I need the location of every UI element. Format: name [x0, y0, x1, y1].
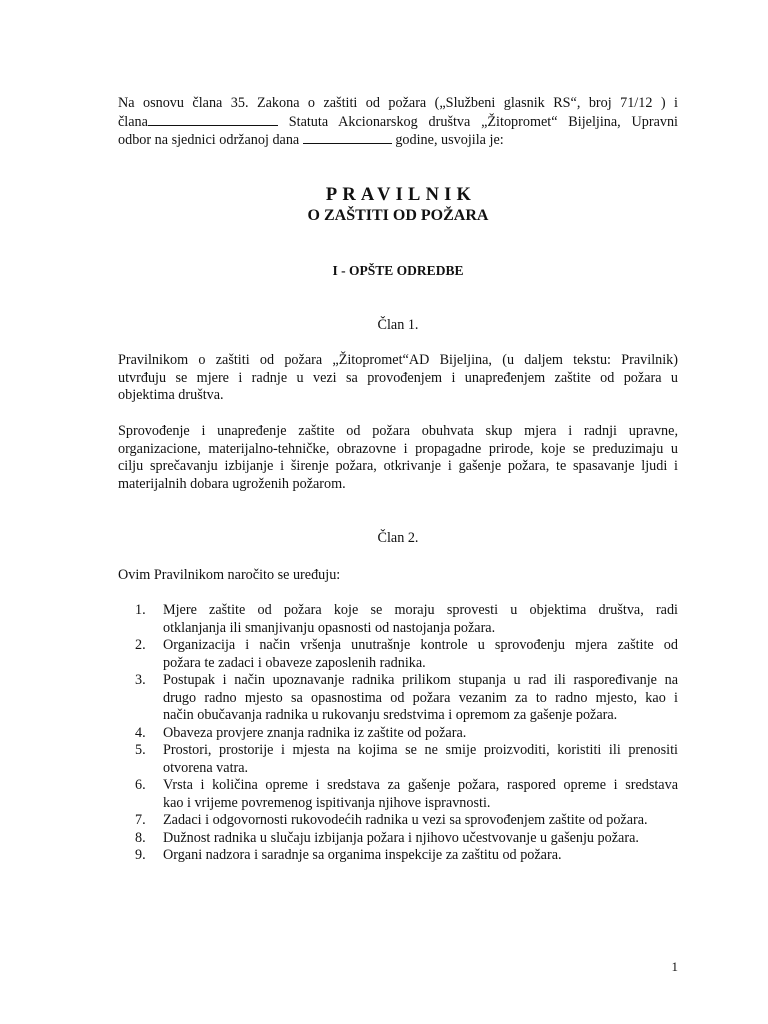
list-item — [118, 847, 678, 865]
article-1-paragraph-1 — [118, 352, 678, 405]
article-2-list — [118, 602, 678, 865]
preamble-line-1: Na osnovu člana 35. Zakona o zaštiti od požara („Službeni glasnik RS“, broj 71/12 ) i — [118, 95, 678, 111]
section-heading: I - OPŠTE ODREDBE — [332, 263, 464, 278]
list-item-number: 9. — [135, 847, 146, 863]
paragraph-line: materijalnih dobara ugroženih požarom. — [118, 475, 346, 492]
list-item-number: 6. — [135, 777, 146, 793]
list-item-line: otvorena vatra. — [163, 759, 249, 776]
list-item-line: Dužnost radnika u slučaju izbijanja požara i njihovo učestvovanje u gašenju požara. — [163, 829, 639, 846]
list-item-number: 4. — [135, 724, 146, 741]
list-item-line: Zadaci i odgovornosti rukovodećih radnika u vezi sa sprovođenjem zaštite od požara. — [163, 812, 648, 828]
list-item-line: Mjere zaštite od požara koje se moraju sprovesti u objektima društva, radi — [163, 602, 678, 618]
list-item-line: Prostori, prostorije i mjesta na kojima se ne smije proizvoditi, koristiti ili prenositi — [163, 742, 678, 758]
article-1-paragraph-2 — [118, 423, 678, 493]
list-item — [118, 637, 678, 672]
list-item-line: otklanjanja ili smanjivanju opasnosti od nastojanja požara. — [163, 619, 496, 636]
page-number: 1 — [671, 959, 678, 974]
list-item-number: 5. — [135, 742, 146, 758]
title-subtitle: O ZAŠTITI OD POŽARA — [307, 207, 489, 224]
preamble-line-2-suffix: Statuta Akcionarskog društva „Žitopromet“ Bijeljina, Upravni — [288, 113, 679, 130]
article-number-blank — [148, 113, 278, 126]
list-item — [118, 742, 678, 777]
list-item-number: 2. — [135, 637, 146, 653]
list-item-line: kao i vrijeme povremenog ispitivanja njihove ispravnosti. — [163, 794, 491, 811]
list-item-number: 7. — [135, 812, 146, 828]
list-item-line: požara te zadaci i obaveze zaposlenih radnika. — [163, 654, 426, 671]
paragraph-line: organizacione, materijalno-tehničke, obrazovne i propagadne prirode, koje se preduzimaju u — [118, 440, 678, 457]
paragraph-line: Sprovođenje i unapređenje zaštite od požara obuhvata skup mjera i radnji upravne, — [118, 423, 678, 439]
list-item — [118, 672, 678, 725]
list-item-line: Vrsta i količina opreme i sredstava za gašenje požara, raspored opreme i sredstava — [163, 777, 678, 793]
date-blank — [303, 131, 392, 144]
list-item-number: 1. — [135, 602, 146, 618]
list-item-number: 3. — [135, 672, 146, 688]
list-item — [118, 602, 678, 637]
paragraph-line: Pravilnikom o zaštiti od požara „Žitopromet“AD Bijeljina, (u daljem tekstu: Pravilnik) — [118, 352, 678, 368]
preamble-line-3 — [118, 131, 678, 150]
list-item — [118, 812, 678, 830]
list-item-line: Obaveza provjere znanja radnika iz zaštite od požara. — [163, 724, 467, 741]
paragraph-line: objektima društva. — [118, 387, 224, 403]
paragraph-line: utvrđuju se mjere i radnje u vezi sa provođenjem i unapređenjem zaštite od požara u — [118, 369, 678, 386]
list-item — [118, 777, 678, 812]
article-1-label: Član 1. — [377, 317, 419, 333]
preamble-line-2-prefix: člana — [118, 113, 148, 130]
list-item-line: Organizacija i način vršenja unutrašnje kontrole u sprovođenju mjera zaštite od — [163, 637, 678, 653]
list-item-line: drugo radno mjesto sa opasnostima od požara vezanim za to radno mjesto, kao i — [163, 689, 678, 706]
preamble-line-3-suffix: godine, usvojila je: — [395, 132, 504, 148]
article-2-intro: Ovim Pravilnikom naročito se uređuju: — [118, 567, 341, 583]
paragraph-line: cilju sprečavanju izbijanje i širenje požara, otkrivanje i gašenje požara, te spasavanje ljudi i — [118, 458, 678, 474]
list-item-line: Organi nadzora i saradnje sa organima inspekcije za zaštitu od požara. — [163, 847, 562, 863]
preamble-line-3-prefix: odbor na sjednici održanoj dana — [118, 132, 300, 148]
list-item-line: način obučavanja radnika u rukovanju sredstvima i opremom za gašenje požara. — [163, 707, 618, 723]
preamble-line-2 — [118, 113, 678, 132]
list-item-number: 8. — [135, 829, 146, 846]
document-title — [118, 184, 678, 226]
list-item — [118, 725, 678, 743]
preamble — [118, 95, 678, 150]
list-item-line: Postupak i način upoznavanje radnika prilikom stupanja u rad ili raspoređivanje na — [163, 672, 678, 688]
list-item — [118, 830, 678, 848]
article-2-label: Član 2. — [377, 530, 419, 546]
title-main: PRAVILNIK — [325, 185, 477, 205]
